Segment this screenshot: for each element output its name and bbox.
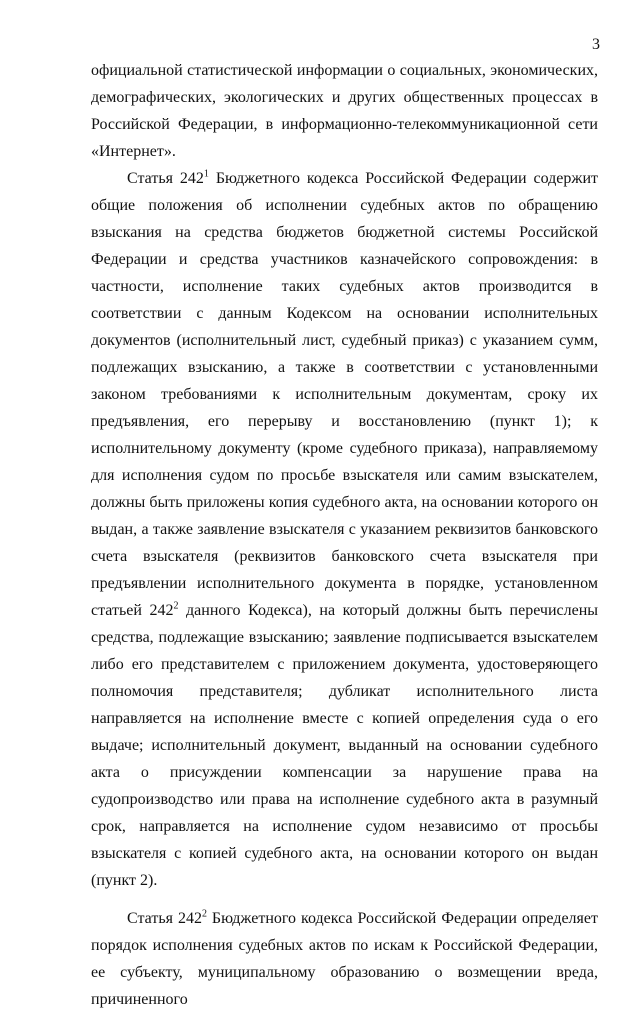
article-superscript: 1 xyxy=(203,168,209,180)
article-reference: Статья 242 xyxy=(127,170,204,187)
paragraph-text: Бюджетного кодекса Российской Федерации определяет порядок исполнения судебных актов по искам к Российской Федерации, ее субъекту, муниципальному образованию о возмещении вреда, причиненного xyxy=(91,910,598,1008)
paragraph-text: данного Кодекса), на который должны быть перечислены средства, подлежащие взысканию; заявление подписывается взыскателем либо его представителем с приложением документа, удостоверяющего полномочия представителя; дубликат исполнительного листа направляется на исполнение вместе с копией определения суда о его выдаче; исполнительный документ, выданный на основании судебного акта о присуждении компенсации за нарушение права на судопроизводство или права на исполнение судебного акта в разумный срок, направляется на исполнение судом независимо от просьбы взыскателя с копией судебного акта, на основании которого он выдан (пункт 2). xyxy=(91,602,599,889)
paragraph-text: официальной статистической информации о социальных, экономических, демографических, экологических и других общественных процессах в Российской Федерации, в информационно-телекоммуникационной сети «Интернет». xyxy=(91,62,598,160)
document-body xyxy=(91,57,598,1013)
article-superscript: 2 xyxy=(173,600,179,612)
paragraph-continuation xyxy=(91,57,598,165)
paragraph-text: Бюджетного кодекса Российской Федерации содержит общие положения об исполнении судебных актов по обращению взыскания на средства бюджетов бюджетной системы Российской Федерации и средства участников казначейского сопровождения: в частности, исполнение таких судебных актов производится в соответствии с данным Кодексом на основании исполнительных документов (исполнительный лист, судебный приказ) с указанием сумм, подлежащих взысканию, а также в соответствии с установленными законом требованиями к исполнительным документам, сроку их предъявления, его перерыву и восстановлению (пункт 1); к исполнительному документу (кроме судебного приказа), направляемому для исполнения судом по просьбе взыскателя или самим взыскателем, должны быть приложены копия судебного акта, на основании которого он выдан, а также заявление взыскателя с указанием реквизитов банковского счета взыскателя (реквизитов банковского счета взыскателя при предъявлении исполнительного документа в порядке, установленном статьей 242 xyxy=(91,170,599,619)
paragraph-article-242-1 xyxy=(91,165,598,894)
page-number: 3 xyxy=(592,36,600,53)
article-reference: Статья 242 xyxy=(127,910,202,927)
paragraph-article-242-2 xyxy=(91,905,598,1013)
article-superscript: 2 xyxy=(201,908,207,920)
